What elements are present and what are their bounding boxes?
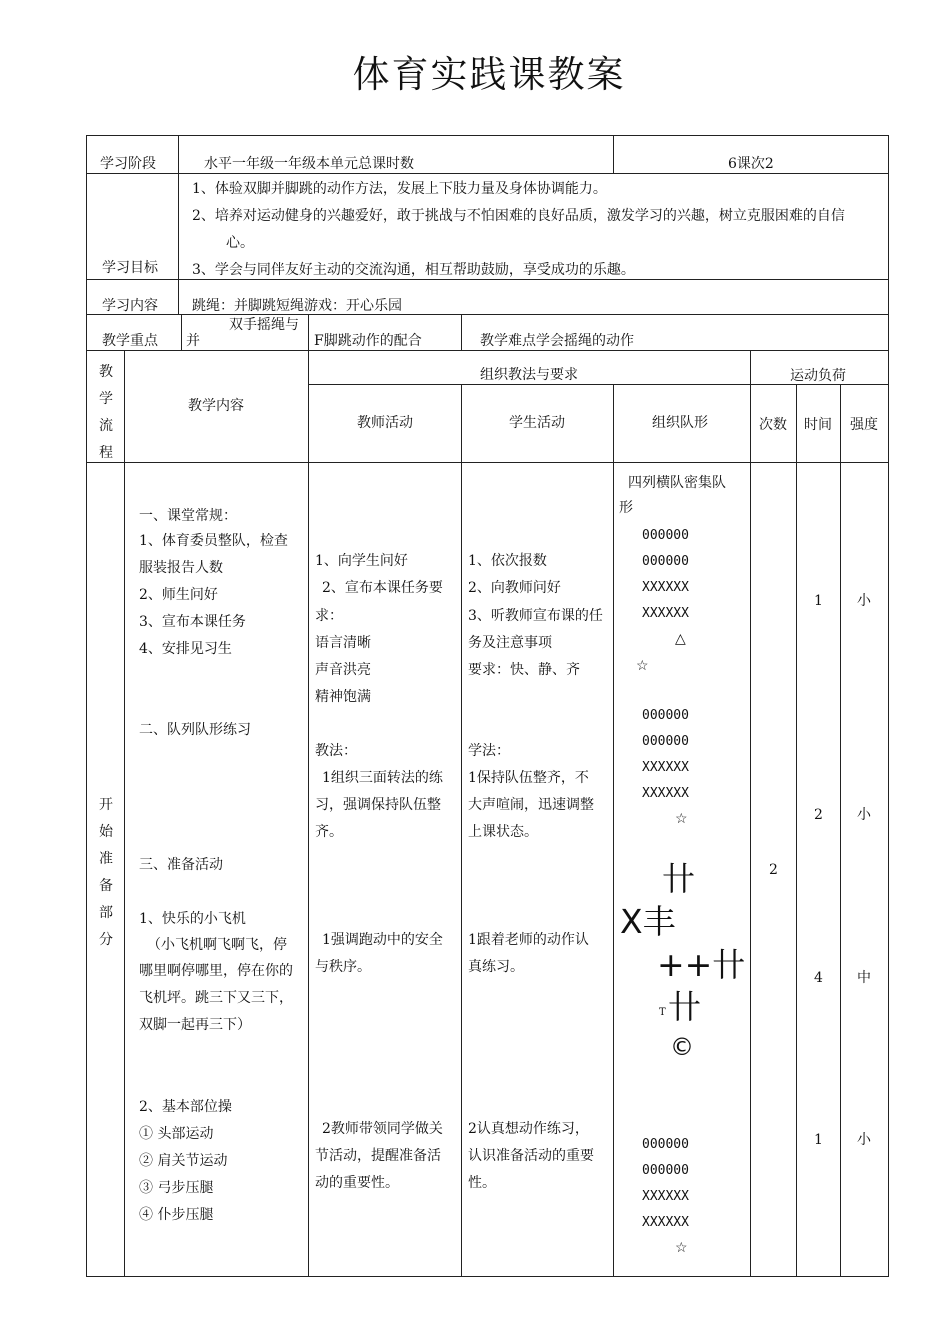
text-line: 分 xyxy=(99,932,113,948)
col-time: 时间 xyxy=(804,417,832,433)
text-line: 大声喧闹，迅速调整 xyxy=(468,797,594,813)
focus-label: 教学重点 xyxy=(102,333,158,349)
goal-2: 2、培养对运动健身的兴趣爱好，敢于挑战与不怕困难的良好品质，激发学习的兴趣，树立克服困难的自信 xyxy=(192,208,845,224)
text-line: 二、队列队形练习 xyxy=(139,722,251,738)
col-org: 组织教法与要求 xyxy=(480,367,578,383)
col-teacher: 教师活动 xyxy=(357,415,413,431)
difficulty: 教学难点学会摇绳的动作 xyxy=(480,333,634,349)
star-icon: ☆ xyxy=(675,811,688,827)
text-line: XXXXXX xyxy=(642,606,689,621)
star-icon: ☆ xyxy=(675,1240,688,1256)
text-line: © xyxy=(670,1033,694,1061)
text-line: 1、依次报数 xyxy=(468,553,547,569)
lesson-count: 6课次2 xyxy=(728,156,774,172)
text-line: ③ 弓步压腿 xyxy=(139,1180,214,1196)
text-line: 部 xyxy=(99,905,113,921)
text-line: 要求：快、静、齐 xyxy=(468,662,580,678)
text-line: 齐。 xyxy=(315,824,343,840)
text-line: 3、听教师宣布课的任 xyxy=(468,608,603,624)
text-line: 语言清晰 xyxy=(315,635,371,651)
text-line: ② 肩关节运动 xyxy=(139,1153,228,1169)
text-line: 备 xyxy=(99,878,113,894)
text-line: 1 xyxy=(814,1132,823,1148)
text-line: 小 xyxy=(857,593,871,609)
focus-part-2: 并 xyxy=(186,333,200,349)
text-line: 程 xyxy=(99,445,113,461)
text-line: 000000 xyxy=(642,734,689,749)
stage-value: 水平一年级一年级本单元总课时数 xyxy=(204,156,414,172)
text-line: 2、师生问好 xyxy=(139,587,218,603)
text-line: 求： xyxy=(315,608,343,624)
text-line: 2认真想动作练习， xyxy=(468,1121,589,1137)
text-line: 飞机坪。跳三下又三下， xyxy=(139,990,293,1006)
text-line: XXXXXX xyxy=(642,1189,689,1204)
text-line: X丰 xyxy=(620,902,676,941)
text-line: （小飞机啊飞啊飞，停 xyxy=(147,937,287,953)
text-line: 性。 xyxy=(468,1175,496,1191)
text-line: 务及注意事项 xyxy=(468,635,552,651)
text-line: 2 xyxy=(814,807,823,823)
formation-caption-2: 形 xyxy=(619,500,633,516)
col-formation: 组织队形 xyxy=(652,415,708,431)
formation-caption: 四列横队密集队 xyxy=(628,475,726,491)
text-line: 动的重要性。 xyxy=(315,1175,399,1191)
text-line: 认识准备活动的重要 xyxy=(468,1148,594,1164)
text-line: 准 xyxy=(99,851,113,867)
text-line: 2、基本部位操 xyxy=(139,1099,232,1115)
text-line: 节活动，提醒准备活 xyxy=(315,1148,441,1164)
goal-2-cont: 心。 xyxy=(226,235,254,251)
focus-part-1: 双手摇绳与 xyxy=(229,317,299,333)
text-line: 卄 xyxy=(662,859,695,898)
text-line: 1强调跑动中的安全 xyxy=(322,932,443,948)
count-value: 2 xyxy=(769,862,778,878)
text-line: 000000 xyxy=(642,1163,689,1178)
text-line: 教法： xyxy=(315,743,357,759)
text-line: 与秩序。 xyxy=(315,959,371,975)
text-line: ④ 仆步压腿 xyxy=(139,1207,214,1223)
col-load: 运动负荷 xyxy=(790,368,846,384)
text-line: 1保持队伍整齐，不 xyxy=(468,770,589,786)
text-line: XXXXXX xyxy=(642,760,689,775)
text-line: 上课状态。 xyxy=(468,824,538,840)
text-line: 学法： xyxy=(468,743,510,759)
text-line: 2、宣布本课任务要 xyxy=(322,580,443,596)
focus-part-3: F脚跳动作的配合 xyxy=(314,333,422,349)
text-line: 哪里啊停哪里，停在你的 xyxy=(139,963,293,979)
text-line: 小 xyxy=(857,807,871,823)
text-line: 教 xyxy=(99,364,113,380)
text-line: 1、快乐的小飞机 xyxy=(139,911,246,927)
col-content: 教学内容 xyxy=(188,398,244,414)
text-line: 始 xyxy=(99,824,113,840)
goals-label: 学习目标 xyxy=(102,260,158,276)
text-line: 4、安排见习生 xyxy=(139,641,232,657)
text-line: 3、宣布本课任务 xyxy=(139,614,246,630)
text-line: XXXXXX xyxy=(642,1215,689,1230)
star-icon: ☆ xyxy=(636,658,649,674)
text-line: 声音洪亮 xyxy=(315,662,371,678)
teacher-triangle-icon: △ xyxy=(675,631,686,647)
text-line: 真练习。 xyxy=(468,959,524,975)
col-student: 学生活动 xyxy=(509,415,565,431)
stage-label: 学习阶段 xyxy=(100,156,156,172)
text-line: XXXXXX xyxy=(642,786,689,801)
text-line: XXXXXX xyxy=(642,580,689,595)
text-line: T xyxy=(659,1007,666,1018)
goal-1: 1、体验双脚并脚跳的动作方法，发展上下肢力量及身体协调能力。 xyxy=(192,181,607,197)
text-line: 服装报告人数 xyxy=(139,560,223,576)
text-line: 000000 xyxy=(642,1137,689,1152)
text-line: 2、向教师问好 xyxy=(468,580,561,596)
goal-3: 3、学会与同伴友好主动的交流沟通，相互帮助鼓励，享受成功的乐趣。 xyxy=(192,262,635,278)
text-line: 2教师带领同学做关 xyxy=(322,1121,443,1137)
text-line: 1跟着老师的动作认 xyxy=(468,932,589,948)
text-line: 1、向学生问好 xyxy=(315,553,408,569)
text-line: 1、体育委员整队，检查 xyxy=(139,533,288,549)
col-intensity: 强度 xyxy=(850,417,878,433)
text-line: 开 xyxy=(99,797,113,813)
text-line: 1 xyxy=(814,593,823,609)
text-line: 精神饱满 xyxy=(315,689,371,705)
col-count: 次数 xyxy=(759,417,787,433)
text-line: 卄 xyxy=(668,987,701,1026)
content-label: 学习内容 xyxy=(102,298,158,314)
text-line: 4 xyxy=(814,970,823,986)
section-name xyxy=(96,792,116,954)
text-line: 小 xyxy=(857,1132,871,1148)
text-line: 流 xyxy=(99,418,113,434)
text-line: 三、准备活动 xyxy=(139,857,223,873)
content-value: 跳绳：并脚跳短绳游戏：开心乐园 xyxy=(192,298,402,314)
text-line: 中 xyxy=(857,970,871,986)
page-title: 体育实践课教案 xyxy=(352,53,626,96)
text-line: ① 头部运动 xyxy=(139,1126,214,1142)
col-flow xyxy=(96,359,116,467)
text-line: ++卄 xyxy=(657,945,746,984)
text-line: 000000 xyxy=(642,554,689,569)
text-line: 一、课堂常规： xyxy=(139,508,237,524)
text-line: 000000 xyxy=(642,528,689,543)
text-line: 习，强调保持队伍整 xyxy=(315,797,441,813)
text-line: 000000 xyxy=(642,708,689,723)
text-line: 双脚一起再三下） xyxy=(139,1017,251,1033)
text-line: 1组织三面转法的练 xyxy=(322,770,443,786)
text-line: 学 xyxy=(99,391,113,407)
